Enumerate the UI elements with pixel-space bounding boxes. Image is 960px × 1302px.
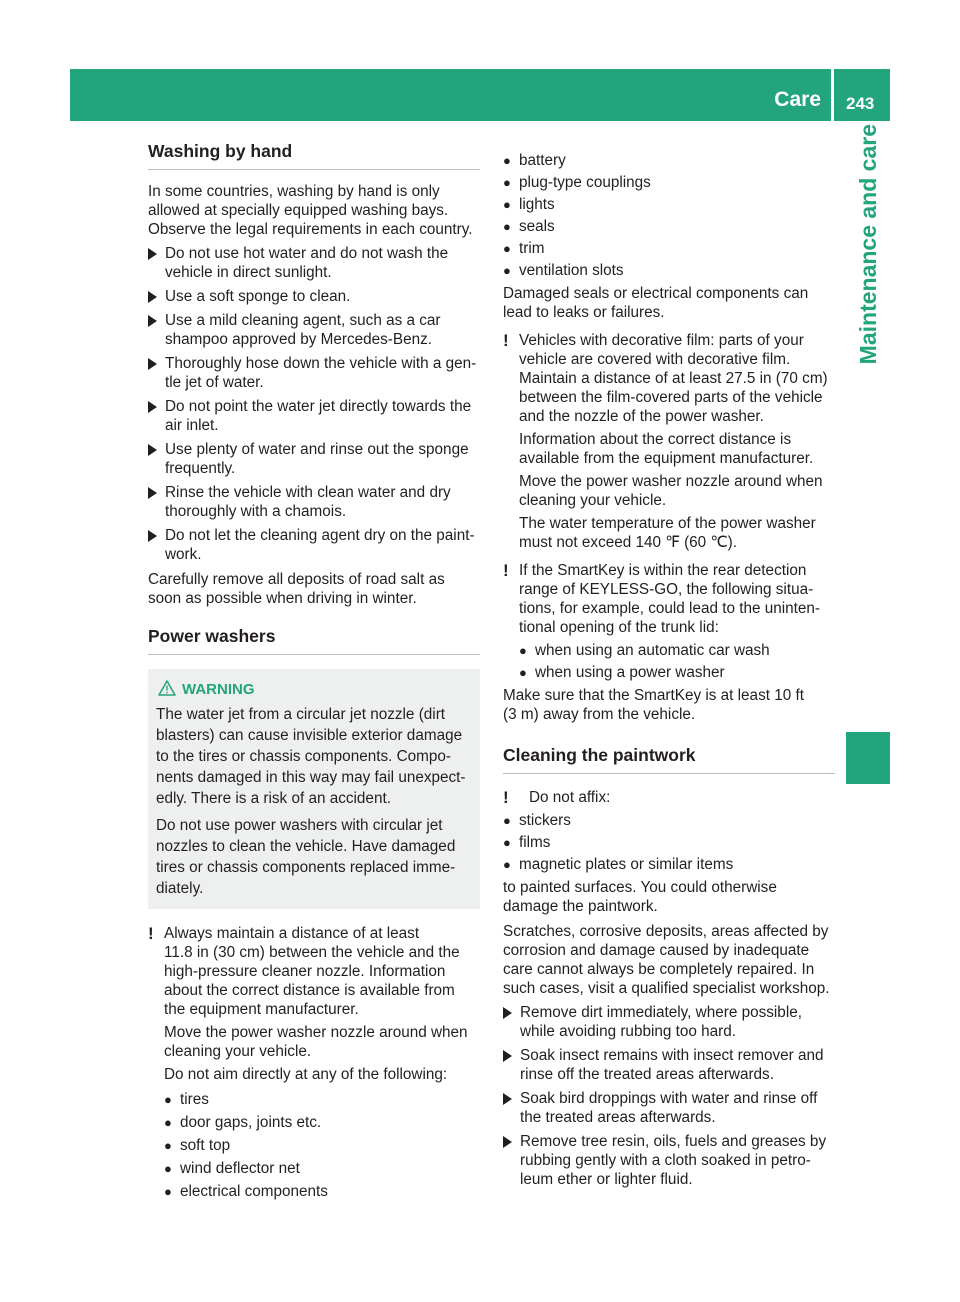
section-title: Care <box>774 88 821 111</box>
arrow-icon <box>503 1007 512 1019</box>
affix-warning-paragraph: to painted surfaces. You could otherwise damage the paintwork. <box>503 879 777 915</box>
arrow-icon <box>148 358 157 370</box>
arrow-icon <box>503 1050 512 1062</box>
bullet-icon: ● <box>164 1161 172 1176</box>
damaged-paragraph: Damaged seals or electrical components can lead to leaks or failures. <box>503 285 809 321</box>
list-item: ● electrical components <box>164 1183 328 1200</box>
step-item: Remove dirt immediately, where possible, while avoiding rubbing too hard. <box>503 1003 835 1041</box>
note-smartkey: ! If the SmartKey is within the rear detection range of KEYLESS-GO, the following situa- tions, for example, could lead to the uninten- tional opening of the trunk lid: ● when using an automatic car wash ● when using a power washer <box>503 561 835 682</box>
bullet-icon: ● <box>164 1184 172 1199</box>
bullet-icon: ● <box>503 153 511 168</box>
section-heading-power-washers: Power washers <box>148 625 480 655</box>
step-item: Do not let the cleaning agent dry on the paint- work. <box>148 526 480 564</box>
arrow-icon <box>148 291 157 303</box>
list-item: ● seals <box>503 218 555 235</box>
list-item: ● plug-type couplings <box>503 174 651 191</box>
warning-instruction: Do not use power washers with circular jet nozzles to clean the vehicle. Have damaged tires or chassis components replaced imme- diately. <box>156 817 456 897</box>
left-column <box>148 140 480 1201</box>
intro-paragraph: In some countries, washing by hand is only allowed at specially equipped washing bays. Observe the legal requirements in each country. <box>148 183 473 238</box>
bullet-icon: ● <box>503 241 511 256</box>
bullet-icon: ● <box>503 197 511 212</box>
list-item: ● tires <box>164 1091 209 1108</box>
arrow-icon <box>503 1093 512 1105</box>
bullet-icon: ● <box>503 857 511 872</box>
step-item: Soak insect remains with insect remover and rinse off the treated areas afterwards. <box>503 1046 835 1084</box>
section-heading-cleaning-paintwork: Cleaning the paintwork <box>503 744 835 774</box>
list-item: ● battery <box>503 152 566 169</box>
arrow-icon <box>148 248 157 260</box>
bullet-icon: ● <box>503 219 511 234</box>
list-item: ● lights <box>503 196 555 213</box>
section-heading-washing-by-hand: Washing by hand <box>148 140 480 170</box>
bullet-icon: ● <box>503 813 511 828</box>
bullet-icon: ● <box>503 175 511 190</box>
list-item: ● ventilation slots <box>503 262 624 279</box>
step-item: Rinse the vehicle with clean water and dry thoroughly with a chamois. <box>148 483 480 521</box>
exclamation-icon: ! <box>148 924 154 943</box>
list-item: ● soft top <box>164 1137 231 1154</box>
step-item: Use a soft sponge to clean. <box>148 287 480 306</box>
arrow-icon <box>148 444 157 456</box>
step-item: Do not point the water jet directly towards the air inlet. <box>148 397 480 435</box>
header-bar <box>70 69 890 121</box>
list-item: ● when using an automatic car wash <box>519 642 770 659</box>
step-item: Use a mild cleaning agent, such as a car shampoo approved by Mercedes-Benz. <box>148 311 480 349</box>
note-decorative-film: ! Vehicles with decorative film: parts of your vehicle are covered with decorative film. Maintain a distance of at least 27.5 in (70 cm) between the film-covered parts of the vehicle and the nozzle of the power washer. Information about the correct distance is available from the equipment manufacturer. Move the power washer nozzle around when cleaning your vehicle. The water temperature of the power washer must not exceed 140 ℉ (60 ℃). <box>503 331 828 551</box>
arrow-icon <box>148 401 157 413</box>
side-tab-label: Maintenance and care <box>855 124 881 365</box>
list-item: ● films <box>503 834 551 851</box>
bullet-icon: ● <box>164 1115 172 1130</box>
exclamation-icon: ! <box>503 788 509 807</box>
list-item: ● trim <box>503 240 545 257</box>
step-item: Remove tree resin, oils, fuels and greases by rubbing gently with a cloth soaked in petro- leum ether or lighter fluid. <box>503 1132 835 1189</box>
bullet-icon: ● <box>164 1138 172 1153</box>
arrow-icon <box>148 487 157 499</box>
list-item: ● wind deflector net <box>164 1160 300 1177</box>
step-item: Thoroughly hose down the vehicle with a gen- tle jet of water. <box>148 354 480 392</box>
side-tab <box>846 124 890 724</box>
list-item: ● stickers <box>503 812 571 829</box>
header-divider <box>831 69 834 121</box>
right-column <box>503 151 835 1189</box>
note-distance: ! Always maintain a distance of at least 11.8 in (30 cm) between the vehicle and the high-pressure cleaner nozzle. Information about the correct distance is available from the equipment manufacturer. Move the power washer nozzle around when cleaning your vehicle. Do not aim directly at any of the following: ● tires ● door gaps, joints etc. ● soft top ● wind deflector net ● electrical components <box>148 924 480 1201</box>
list-item: ● door gaps, joints etc. <box>164 1114 322 1131</box>
warning-title: WARNING <box>156 679 472 700</box>
warning-text: The water jet from a circular jet nozzle (dirt blasters) can cause invisible exterior damage to the tires or chassis components. Compo- nents damaged in this way may fail unexpect- edly. There is a risk of an accident. <box>156 706 466 807</box>
bullet-icon: ● <box>519 665 527 680</box>
bullet-icon: ● <box>519 643 527 658</box>
page-number: 243 <box>846 94 875 113</box>
list-item: ● magnetic plates or similar items <box>503 856 734 873</box>
step-item: Do not use hot water and do not wash the vehicle in direct sunlight. <box>148 244 480 282</box>
step-item: Soak bird droppings with water and rinse off the treated areas afterwards. <box>503 1089 835 1127</box>
scratches-paragraph: Scratches, corrosive deposits, areas affected by corrosion and damage caused by inadequate care cannot always be completely repaired. In such cases, visit a qualified specialist workshop. <box>503 923 830 997</box>
warning-box <box>148 669 480 909</box>
arrow-icon <box>148 315 157 327</box>
step-item: Use plenty of water and rinse out the sponge frequently. <box>148 440 480 478</box>
smartkey-distance-paragraph: Make sure that the SmartKey is at least 10 ft (3 m) away from the vehicle. <box>503 687 804 723</box>
arrow-icon <box>503 1136 512 1148</box>
bullet-icon: ● <box>503 263 511 278</box>
warning-triangle-icon <box>158 680 176 696</box>
exclamation-icon: ! <box>503 561 509 580</box>
list-item: ● when using a power washer <box>519 664 725 681</box>
bullet-icon: ● <box>164 1092 172 1107</box>
note-do-not-affix: ! Do not affix: <box>503 788 611 807</box>
arrow-icon <box>148 530 157 542</box>
bullet-icon: ● <box>503 835 511 850</box>
exclamation-icon: ! <box>503 331 509 350</box>
side-tab-marker <box>846 732 890 784</box>
road-salt-paragraph: Carefully remove all deposits of road salt as soon as possible when driving in winter. <box>148 571 445 607</box>
